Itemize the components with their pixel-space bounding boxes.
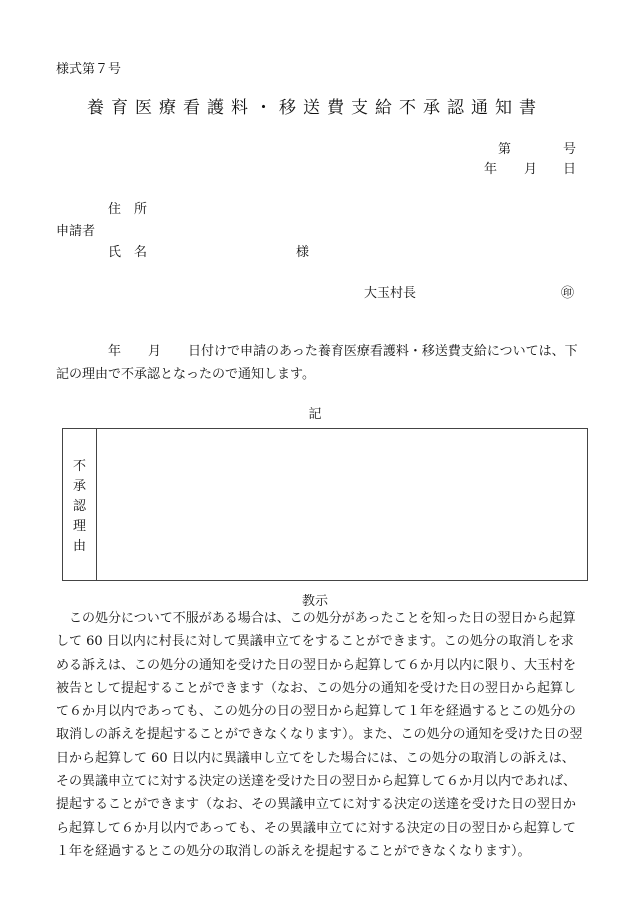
address-label: 住 所 bbox=[108, 202, 148, 217]
applicant-label: 申請者 bbox=[56, 224, 96, 239]
name-label: 氏 名 bbox=[108, 245, 148, 260]
honorific: 様 bbox=[296, 245, 310, 260]
notice-year: 年 bbox=[108, 344, 122, 359]
ki-heading: 記 bbox=[308, 407, 322, 422]
notice-month: 月 bbox=[148, 344, 162, 359]
issuer-title: 大玉村長 bbox=[364, 286, 417, 301]
doc-number-prefix: 第 bbox=[498, 142, 512, 157]
doc-number-suffix: 号 bbox=[563, 142, 577, 157]
reason-box bbox=[62, 428, 588, 581]
issuer-row bbox=[0, 282, 630, 300]
notice-paragraph bbox=[56, 340, 576, 386]
date-day: 日 bbox=[563, 162, 577, 177]
date-year: 年 bbox=[484, 162, 498, 177]
notice-line2: 記の理由で不承認となったので通知します。 bbox=[56, 367, 315, 382]
date-month: 月 bbox=[524, 162, 538, 177]
reason-label-cell bbox=[63, 429, 97, 580]
reason-label: 不 承 認 理 由 bbox=[72, 459, 86, 554]
document-number-row bbox=[0, 138, 630, 156]
document-title: 養育医療看護料・移送費支給不承認通知書 bbox=[87, 98, 543, 118]
seal-mark: ㊞ bbox=[561, 286, 575, 301]
applicant-block bbox=[0, 198, 630, 264]
kyoji-heading: 教示 bbox=[301, 594, 328, 609]
notice-line1: 日付けで申請のあった養育医療看護料・移送費支給については、下 bbox=[188, 344, 578, 359]
document-date-row bbox=[0, 158, 630, 176]
form-number: 様式第７号 bbox=[56, 62, 122, 77]
kyoji-paragraph: この処分について不服がある場合は、この処分があったことを知った日の翌日から起算して 60 日以内に村長に対して異議申立てをすることができます。この処分の取消しを求める訴えは、この処分の通知を受けた日の翌日から起算して６か月以内に限り、大玉村を被告として提起することができます（なお、この処分の通知を受けた日の翌日から起算して６か月以内であっても、この処分の日の翌日から起算して１年を経過するとこの処分の取消しの訴えを提起することができなくなります）。また、この処分の通知を受けた日の翌日から起算して 60 日以内に異議申し立てをした場合には、この処分の取消しの訴えは、その異議申立てに対する決定の送達を受けた日の翌日から起算して６か月以内であれば、提起することができます（なお、その異議申立てに対する決定の送達を受けた日の翌日から起算して６か月以内であっても、その異議申立てに対する決定の日の翌日から起算して１年を経過するとこの処分の取消しの訴えを提起することができなくなります）。 bbox=[56, 611, 583, 859]
